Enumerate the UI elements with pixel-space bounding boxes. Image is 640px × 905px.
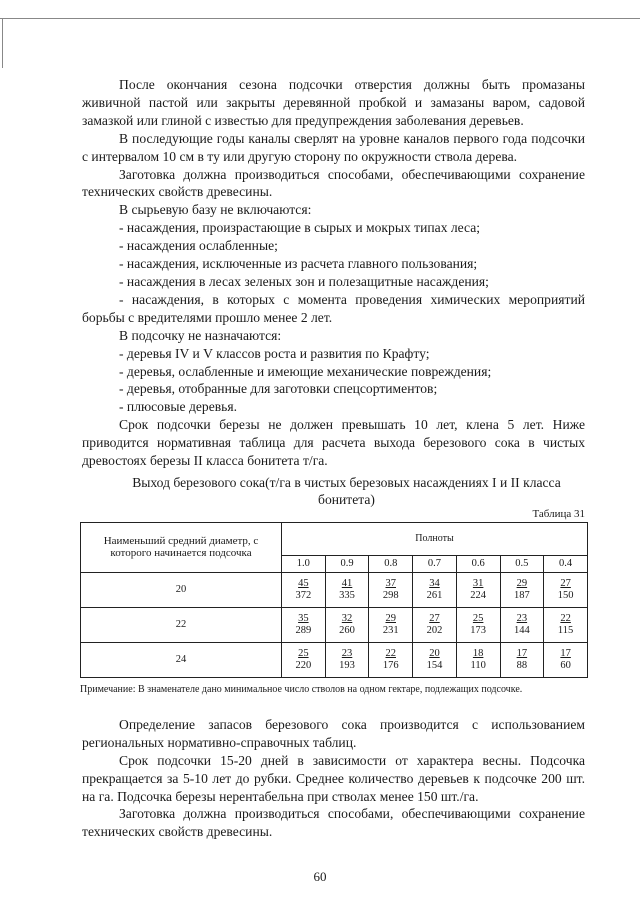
list-item: - деревья, ослабленные и имеющие механические повреждения; <box>119 363 492 379</box>
cell-denominator: 187 <box>513 589 530 601</box>
cell-denominator: 60 <box>560 659 571 671</box>
cell-denominator: 372 <box>295 589 312 601</box>
table-cell <box>544 607 588 642</box>
table-cell <box>325 607 369 642</box>
cell-denominator: 144 <box>513 624 530 636</box>
paragraph: Срок подсочки 15-20 дней в зависимости от характера весны. Подсочка прекращается за 5-10 лет до рубки. Среднее количество деревьев к подсочке 200 шт. на га. Подсочка березы нерентабельна при стволах менее 150 шт./га. <box>82 752 585 804</box>
table-cell <box>282 607 326 642</box>
cell-numerator: 34 <box>429 577 440 589</box>
cell-numerator: 23 <box>341 647 353 659</box>
cell-numerator: 17 <box>560 647 571 659</box>
cell-denominator: 110 <box>470 659 486 671</box>
cell-denominator: 224 <box>470 589 487 601</box>
cell-numerator: 25 <box>472 612 484 624</box>
table-cell <box>369 572 413 607</box>
table-row <box>81 572 588 607</box>
column-header: 0.4 <box>544 555 588 572</box>
document-body <box>82 76 585 841</box>
table-cell <box>325 642 369 677</box>
list-item: - насаждения ослабленные; <box>119 238 278 254</box>
table-label: Таблица 31 <box>532 507 585 520</box>
cell-numerator: 31 <box>472 577 484 589</box>
paragraph: В последующие годы каналы сверлят на уровне каналов первого года подсочки с интервалом 10 см в ту или другую сторону по окружности ствола дерева. <box>82 130 585 164</box>
cell-numerator: 35 <box>298 612 309 624</box>
cell-numerator: 41 <box>341 577 353 589</box>
cell-denominator: 173 <box>470 624 487 636</box>
page-number: 60 <box>313 869 327 884</box>
table-cell <box>500 607 544 642</box>
table-cell <box>500 572 544 607</box>
column-header: 0.6 <box>456 555 500 572</box>
table-row <box>81 642 588 677</box>
table-cell <box>413 572 457 607</box>
table-cell <box>282 572 326 607</box>
table-cell <box>369 607 413 642</box>
list-item: - насаждения, исключенные из расчета главного пользования; <box>119 256 478 272</box>
list-item: - деревья IV и V классов роста и развития по Крафту; <box>119 345 430 361</box>
cell-denominator: 115 <box>557 624 574 636</box>
table-cell <box>544 642 588 677</box>
page-left-border <box>2 18 3 68</box>
paragraph: Заготовка должна производиться способами, обеспечивающими сохранение технических свойств древесины. <box>82 166 585 200</box>
paragraph: Заготовка должна производиться способами, обеспечивающими сохранение технических свойств древесины. <box>82 806 585 840</box>
cell-numerator: 45 <box>298 577 309 589</box>
cell-numerator: 25 <box>298 647 309 659</box>
cell-denominator: 88 <box>516 659 528 671</box>
table-cell <box>325 572 369 607</box>
cell-numerator: 22 <box>560 612 571 624</box>
cell-numerator: 29 <box>385 612 396 624</box>
diameter-cell: 22 <box>81 607 282 642</box>
table-header-row <box>81 522 588 555</box>
paragraph: В подсочку не назначаются: <box>119 327 282 343</box>
table-row <box>81 607 588 642</box>
cell-numerator: 37 <box>385 577 396 589</box>
cell-denominator: 335 <box>339 589 355 601</box>
cell-numerator: 20 <box>429 647 440 659</box>
table-cell <box>369 642 413 677</box>
cell-denominator: 202 <box>426 624 443 636</box>
table-cell <box>544 572 588 607</box>
cell-denominator: 176 <box>382 659 399 671</box>
table-cell <box>456 572 500 607</box>
cell-denominator: 150 <box>557 589 574 601</box>
cell-denominator: 193 <box>339 659 355 671</box>
cell-numerator: 32 <box>341 612 353 624</box>
cell-numerator: 22 <box>385 647 396 659</box>
cell-denominator: 261 <box>426 589 443 601</box>
cell-numerator: 27 <box>429 612 440 624</box>
spacer <box>82 696 585 716</box>
cell-numerator: 23 <box>516 612 528 624</box>
list-item: - насаждения, в которых с момента проведения химических мероприятий борьбы с вредителями прошло менее 2 лет. <box>82 291 585 325</box>
cell-denominator: 231 <box>382 624 399 636</box>
cell-denominator: 298 <box>382 589 399 601</box>
diameter-cell: 24 <box>81 642 282 677</box>
cell-denominator: 154 <box>426 659 443 671</box>
row-header: Наименьший средний диаметр, с которого начинается подсочка <box>81 522 282 572</box>
cell-denominator: 260 <box>339 624 355 636</box>
paragraph: После окончания сезона подсочки отверстия должны быть промазаны живичной пастой или закрыты деревянной пробкой и замазаны варом, садовой замазкой или глиной с известью для предупреждения заболевания деревьев. <box>82 77 585 128</box>
table-caption: Выход березового сока(т/га в чистых березовых насаждениях I и II класса бонитета) <box>132 474 561 507</box>
table-cell <box>413 642 457 677</box>
column-header: 1.0 <box>282 555 326 572</box>
list-item: - плюсовые деревья. <box>119 399 238 415</box>
table-cell <box>282 642 326 677</box>
diameter-cell: 20 <box>81 572 282 607</box>
cell-denominator: 289 <box>295 624 312 636</box>
column-header: 0.9 <box>325 555 369 572</box>
column-header: 0.5 <box>500 555 544 572</box>
table-cell <box>500 642 544 677</box>
group-header: Полноты <box>282 522 588 555</box>
column-header: 0.7 <box>413 555 457 572</box>
table-note: Примечание: В знаменателе дано минимальное число стволов на одном гектаре, подлежащих подсочке. <box>80 683 523 695</box>
cell-numerator: 27 <box>560 577 571 589</box>
page-top-border <box>0 18 640 19</box>
list-item: - деревья, отобранные для заготовки спецсортиментов; <box>119 381 438 397</box>
table-cell <box>413 607 457 642</box>
cell-denominator: 220 <box>295 659 312 671</box>
column-header: 0.8 <box>369 555 413 572</box>
paragraph: Срок подсочки березы не должен превышать 10 лет, клена 5 лет. Ниже приводится нормативная таблица для расчета выхода березового сока в чистых древостоях березы II класса бонитета т/га. <box>82 417 585 469</box>
paragraph: Определение запасов березового сока производится с использованием региональных нормативно-справочных таблиц. <box>82 716 585 750</box>
paragraph: В сырьевую базу не включаются: <box>119 202 312 218</box>
table-cell <box>456 607 500 642</box>
cell-numerator: 17 <box>516 647 528 659</box>
list-item: - насаждения в лесах зеленых зон и полезащитные насаждения; <box>119 273 489 289</box>
sap-yield-table <box>80 522 588 678</box>
table-cell <box>456 642 500 677</box>
list-item: - насаждения, произрастающие в сырых и мокрых типах леса; <box>119 220 481 236</box>
cell-numerator: 29 <box>516 577 528 589</box>
cell-numerator: 18 <box>472 647 484 659</box>
